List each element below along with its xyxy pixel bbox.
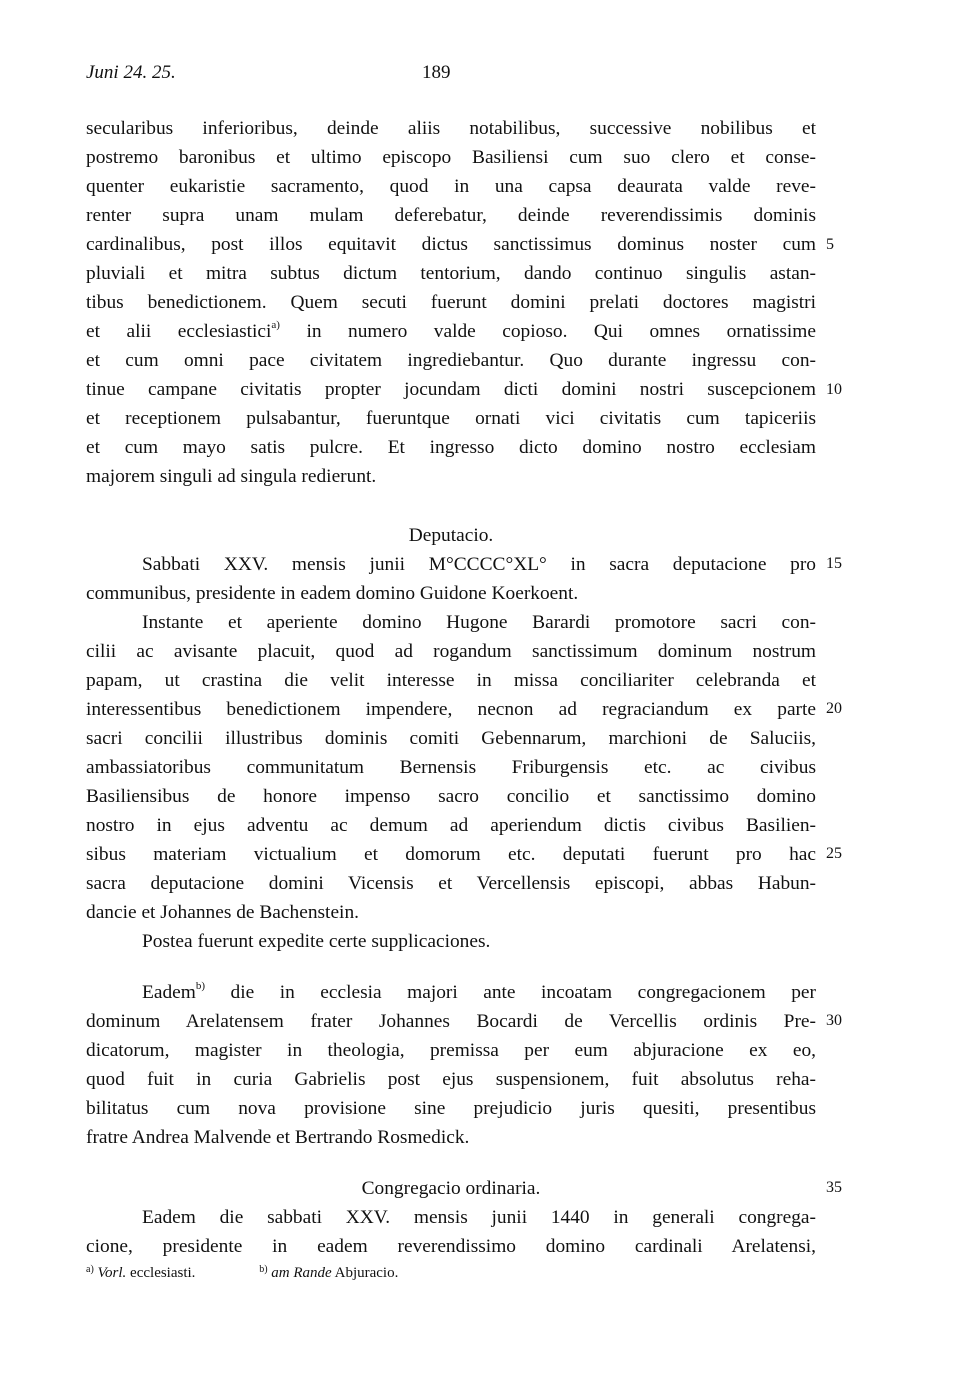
text-line: cilii ac avisante placuit, quod ad rogandum sanctissimum dominum nostrum: [86, 641, 816, 662]
footnote-marker: a): [86, 1264, 94, 1275]
header-dates: Juni 24. 25.: [86, 62, 176, 83]
text-line: sacri concilii illustribus dominis comiti Gebennarum, marchioni de Saluciis,: [86, 728, 816, 749]
text-line: Postea fuerunt expedite certe supplicaciones.: [142, 931, 491, 952]
footnote-ref-b: b): [195, 980, 206, 992]
text-line: et receptionem pulsabantur, fueruntque ornati vici civitatis cum tapiceriis: [86, 408, 816, 429]
text-line: communibus, presidente in eadem domino Guidone Koerkoent.: [86, 583, 579, 604]
text-line: dominum Arelatensem frater Johannes Bocardi de Vercellis ordinis Pre-: [86, 1011, 816, 1032]
footnote-text: ecclesiasti.: [130, 1265, 196, 1281]
line-number: 35: [826, 1179, 842, 1196]
page-number: 189: [422, 62, 451, 83]
footnote-label: Vorl.: [97, 1265, 127, 1281]
text-line: Basiliensibus de honore impenso sacro concilio et sanctissimo domino: [86, 786, 816, 807]
running-header: [86, 62, 816, 92]
text-line: sacra deputacione domini Vicensis et Vercellensis episcopi, abbas Habun-: [86, 873, 816, 894]
footnote-b: [259, 1260, 398, 1283]
text-line: et cum mayo satis pulcre. Et ingresso dicto domino nostro ecclesiam: [86, 437, 816, 458]
text-line: dancie et Johannes de Bachenstein.: [86, 902, 359, 923]
footnote-label: am Rande: [271, 1265, 332, 1281]
text-line: interessentibus benedictionem impendere, necnon ad regraciandum ex parte: [86, 699, 816, 720]
text-line: postremo baronibus et ultimo episcopo Basiliensi cum suo clero et conse-: [86, 147, 816, 168]
footnotes: [86, 1260, 816, 1283]
footnote-marker: b): [259, 1264, 268, 1275]
section-heading-congregacio: Congregacio ordinaria.: [361, 1178, 541, 1199]
text-line: papam, ut crastina die velit interesse in missa conciliariter celebranda et: [86, 670, 816, 691]
line-number: 5: [826, 236, 834, 253]
text-line: nostro in ejus adventu ac demum ad aperiendum dictis civibus Basilien-: [86, 815, 816, 836]
main-text: [86, 114, 816, 1261]
footnote-a: [86, 1260, 195, 1283]
text-line: bilitatus cum nova provisione sine prejudicio juris quesiti, presentibus: [86, 1098, 816, 1119]
text-line: cardinalibus, post illos equitavit dictus sanctissimus dominus noster cum: [86, 234, 816, 255]
line-number: 30: [826, 1012, 842, 1029]
text-fragment: in numero valde copioso. Qui omnes ornatissime: [306, 321, 816, 342]
text-line: Eadem die sabbati XXV. mensis junii 1440 in generali congrega-: [142, 1207, 816, 1228]
text-line: Instante et aperiente domino Hugone Barardi promotore sacri con-: [142, 612, 816, 633]
text-line: [86, 317, 816, 346]
line-number: 15: [826, 555, 842, 572]
text-line: Sabbati XXV. mensis junii M°CCCC°XL° in sacra deputacione pro: [142, 554, 816, 575]
text-line: ambassiatoribus communitatum Bernensis Friburgensis etc. ac civibus: [86, 757, 816, 778]
text-line: pluviali et mitra subtus dictum tentorium, dando continuo singulis astan-: [86, 263, 816, 284]
text-line: majorem singuli ad singula redierunt.: [86, 466, 377, 487]
text-line: secularibus inferioribus, deinde aliis notabilibus, successive nobilibus et: [86, 118, 816, 139]
line-number: 25: [826, 845, 842, 862]
text-line: fratre Andrea Malvende et Bertrando Rosmedick.: [86, 1127, 470, 1148]
section-heading-deputacio: Deputacio.: [408, 525, 494, 546]
text-line: [86, 978, 816, 1007]
text-fragment: die in ecclesia majori ante incoatam congregacionem per: [230, 982, 816, 1003]
text-line: tibus benedictionem. Quem secuti fuerunt domini prelati doctores magistri: [86, 292, 816, 313]
text-line: et cum omni pace civitatem ingrediebantur. Quo durante ingressu con-: [86, 350, 816, 371]
text-line: renter supra unam mulam deferebatur, deinde reverendissimis dominis: [86, 205, 816, 226]
text-line: dicatorum, magister in theologia, premissa per eum abjuracione ex eo,: [86, 1040, 816, 1061]
text-line: sibus materiam victualium et domorum etc. deputati fuerunt pro hac: [86, 844, 816, 865]
text-line: quenter eukaristie sacramento, quod in una capsa deaurata valde reve-: [86, 176, 816, 197]
footnote-ref-a: a): [271, 319, 280, 331]
text-line: tinue campane civitatis propter jocundam dicti domini nostri suscepcionem: [86, 379, 816, 400]
text-fragment: Eadem: [142, 982, 196, 1003]
text-fragment: et alii ecclesiastici: [86, 321, 272, 342]
line-number: 10: [826, 381, 842, 398]
footnote-text: Abjuracio.: [334, 1265, 399, 1281]
text-line: quod fuit in curia Gabrielis post ejus suspensionem, fuit absolutus reha-: [86, 1069, 816, 1090]
text-line: cione, presidente in eadem reverendissimo domino cardinali Arelatensi,: [86, 1236, 816, 1257]
line-number: 20: [826, 700, 842, 717]
